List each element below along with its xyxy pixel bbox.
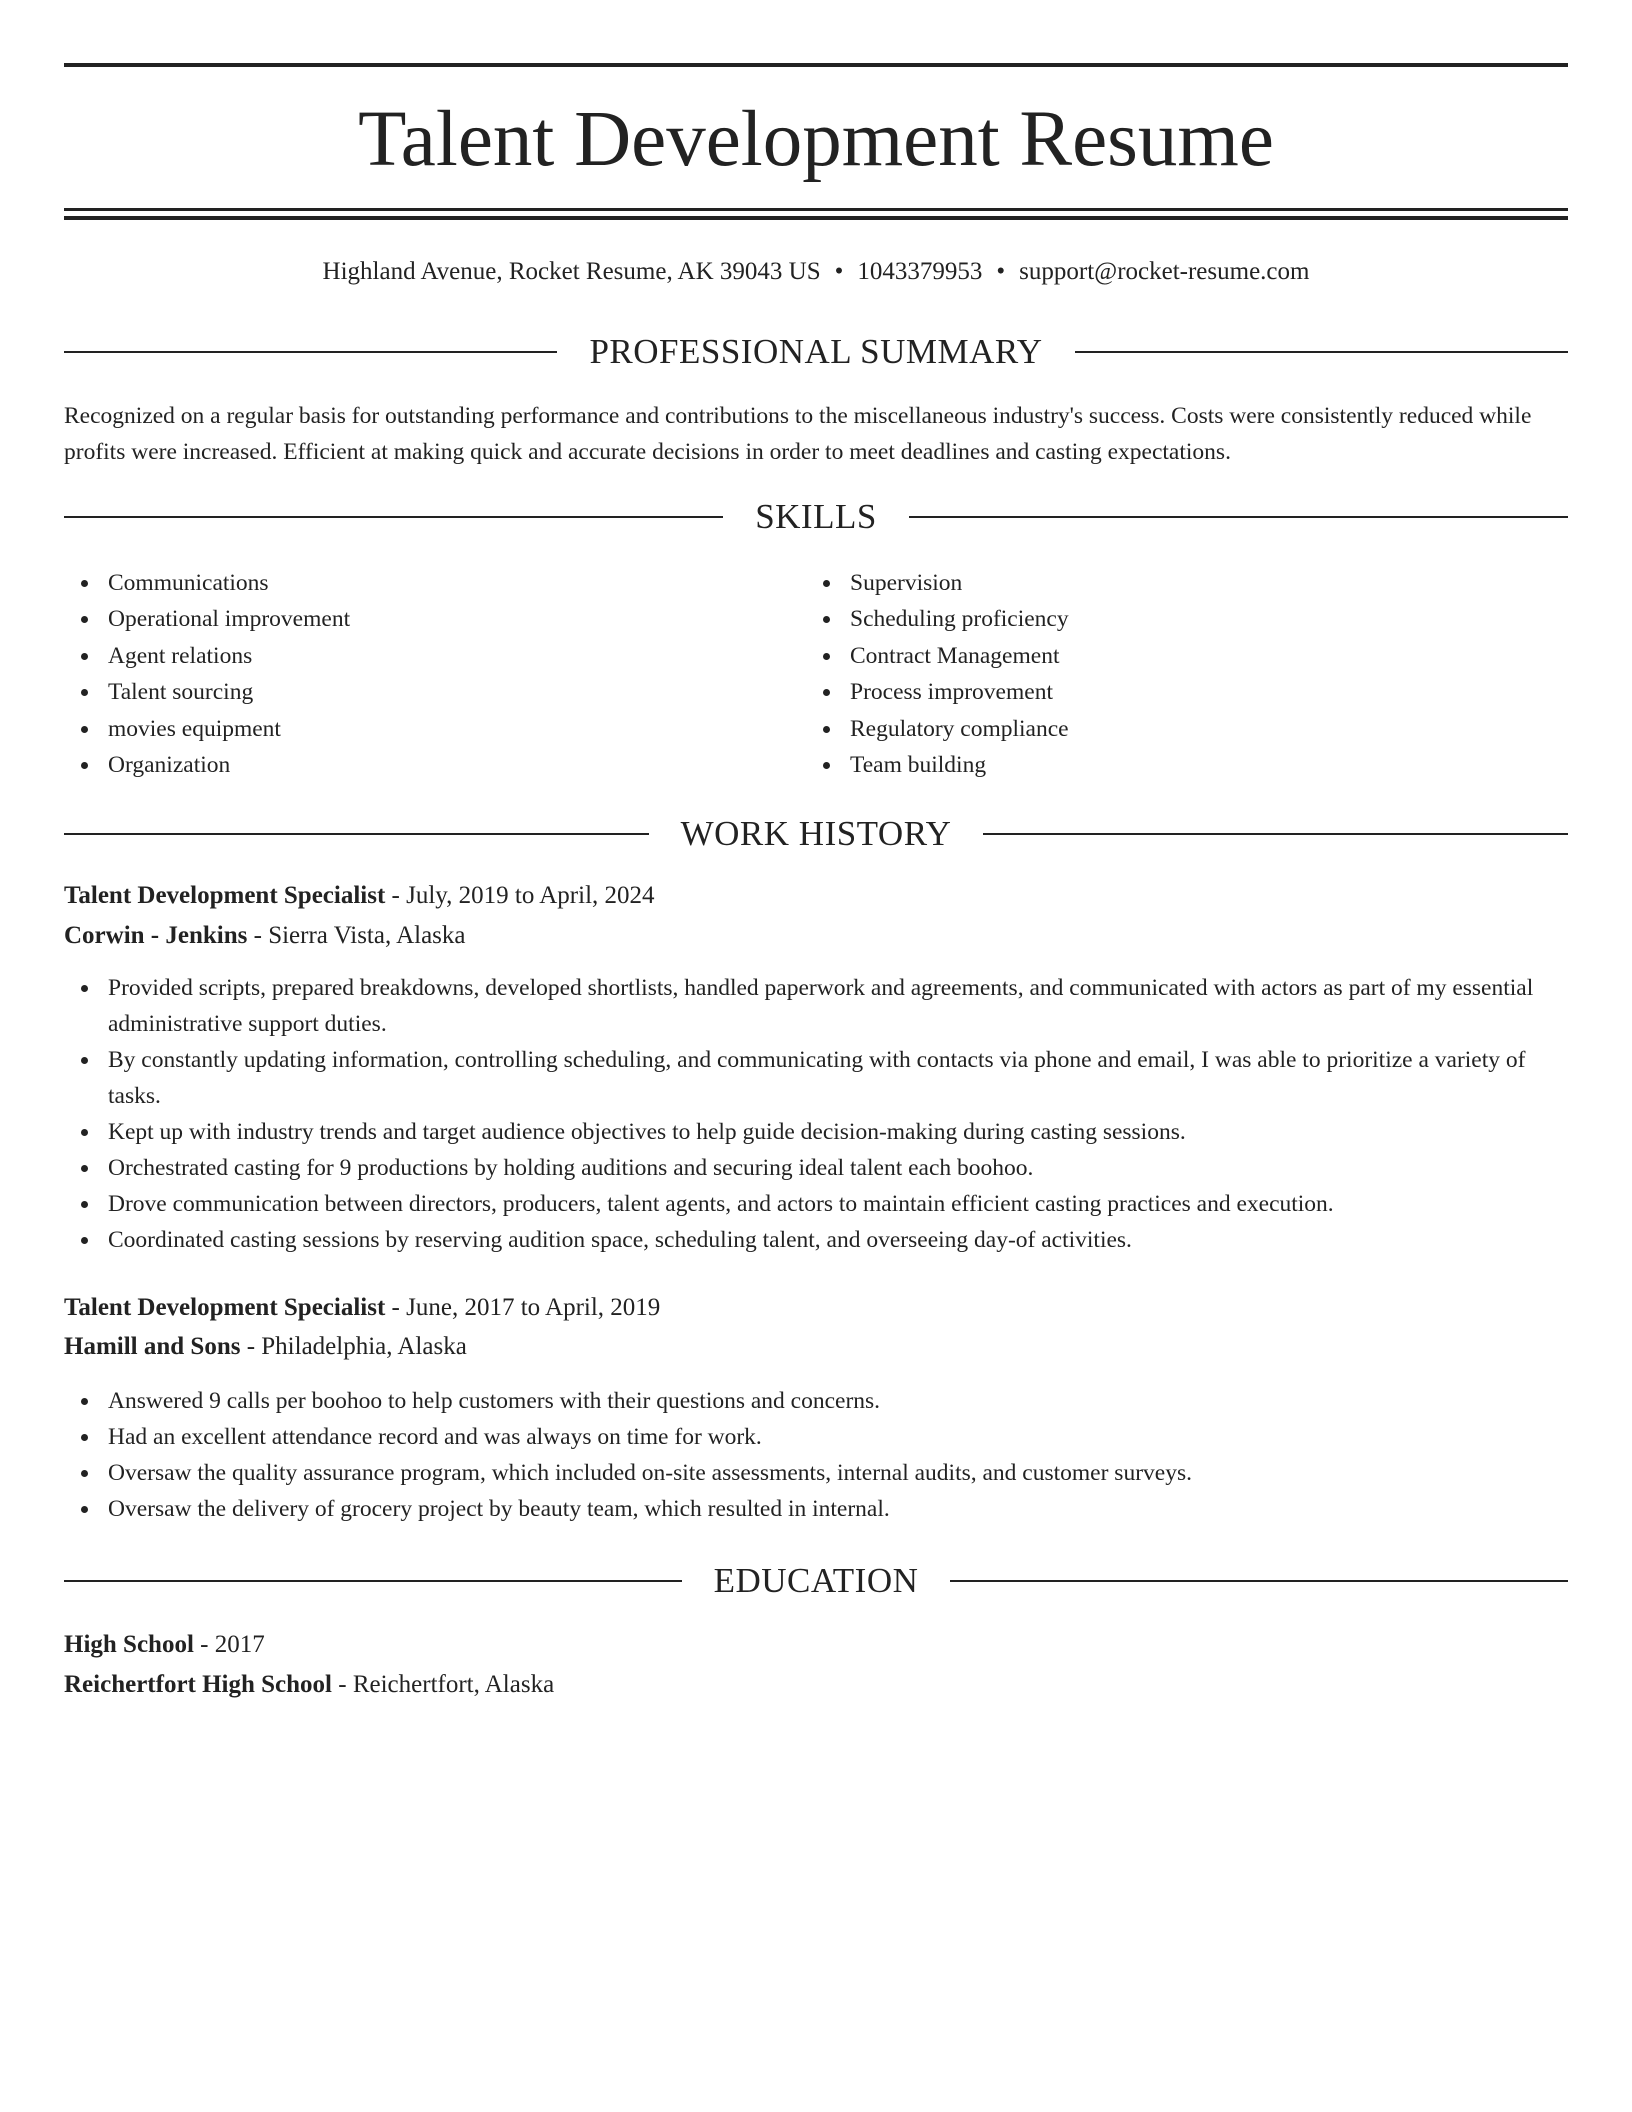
duty-item: Coordinated casting sessions by reserving audition space, scheduling talent, and overseeing day-of activities. (64, 1222, 1568, 1258)
job-company: Hamill and Sons (64, 1333, 241, 1360)
heading-rule (64, 1580, 682, 1582)
duty-item: Answered 9 calls per boohoo to help customers with their questions and concerns. (64, 1383, 1568, 1419)
job-title: Talent Development Specialist (64, 1294, 386, 1321)
job-location: - Philadelphia, Alaska (240, 1333, 467, 1360)
skills-column-left (64, 565, 764, 783)
contact-email: support@rocket-resume.com (1019, 258, 1310, 285)
duty-item: Had an excellent attendance record and was always on time for work. (64, 1419, 1568, 1455)
duty-item: Oversaw the delivery of grocery project by beauty team, which resulted in internal. (64, 1491, 1568, 1527)
top-rule (64, 63, 1568, 67)
contact-separator: • (996, 258, 1006, 285)
heading-rule (950, 1580, 1568, 1582)
contact-address: Highland Avenue, Rocket Resume, AK 39043 US (322, 258, 821, 285)
contact-separator: • (834, 258, 844, 285)
education-school-line (64, 1665, 1568, 1705)
section-heading-skills (64, 495, 1568, 539)
duty-item: Drove communication between directors, producers, talent agents, and actors to maintain efficient casting practices and execution. (64, 1186, 1568, 1222)
contact-line (64, 252, 1568, 292)
job-duties (64, 970, 1568, 1258)
summary-text: Recognized on a regular basis for outstanding performance and contributions to the miscellaneous industry's success. Costs were consistently reduced while profits were increased. Efficient at making quick and accurate decisions in order to meet deadlines and casting expectations. (64, 403, 1532, 465)
education-year: - 2017 (193, 1631, 265, 1658)
duty-item: Orchestrated casting for 9 productions by holding auditions and securing ideal talent each boohoo. (64, 1150, 1568, 1186)
heading-rule (909, 516, 1568, 518)
duty-item: Provided scripts, prepared breakdowns, developed shortlists, handled paperwork and agreements, and communicated with actors as part of my essential administrative support duties. (64, 970, 1568, 1042)
education-school: Reichertfort High School (64, 1671, 333, 1698)
section-title: WORK HISTORY (680, 814, 952, 853)
duty-item: By constantly updating information, controlling scheduling, and communicating with contacts via phone and email, I was able to prioritize a variety of tasks. (64, 1042, 1568, 1114)
skill-item: Communications (64, 565, 764, 601)
heading-rule (983, 833, 1568, 835)
job-title-line (64, 1288, 1568, 1328)
title-rule-upper (64, 208, 1568, 211)
section-title: SKILLS (755, 497, 877, 536)
resume-title: Talent Development Resume (358, 96, 1274, 183)
job-company-line (64, 1327, 1568, 1367)
heading-rule (64, 833, 649, 835)
section-title: PROFESSIONAL SUMMARY (589, 332, 1043, 371)
heading-rule (1075, 351, 1568, 353)
heading-rule (64, 351, 557, 353)
contact-phone: 1043379953 (857, 258, 983, 285)
skill-item: Scheduling proficiency (806, 601, 1506, 637)
section-heading-education (64, 1559, 1568, 1603)
skill-item: Contract Management (806, 638, 1506, 674)
education-degree-line (64, 1625, 1568, 1665)
job-dates: - July, 2019 to April, 2024 (385, 882, 655, 909)
skill-item: Supervision (806, 565, 1506, 601)
heading-rule (64, 516, 723, 518)
skill-item: Process improvement (806, 674, 1506, 710)
skill-item: Agent relations (64, 638, 764, 674)
title-rule-lower (64, 216, 1568, 220)
skill-item: Regulatory compliance (806, 711, 1506, 747)
skill-item: Team building (806, 747, 1506, 783)
skill-item: movies equipment (64, 711, 764, 747)
job-dates: - June, 2017 to April, 2019 (385, 1294, 661, 1321)
skills-column-right (806, 565, 1506, 783)
section-heading-summary (64, 330, 1568, 374)
job-location: - Sierra Vista, Alaska (247, 922, 466, 949)
skill-item: Organization (64, 747, 764, 783)
duty-item: Kept up with industry trends and target audience objectives to help guide decision-making during casting sessions. (64, 1114, 1568, 1150)
skill-item: Operational improvement (64, 601, 764, 637)
job-duties (64, 1383, 1568, 1527)
job-title: Talent Development Specialist (64, 882, 386, 909)
job-company-line (64, 916, 1568, 956)
education-location: - Reichertfort, Alaska (332, 1671, 555, 1698)
section-title: EDUCATION (713, 1561, 919, 1600)
job-title-line (64, 876, 1568, 916)
education-degree: High School (64, 1631, 194, 1658)
duty-item: Oversaw the quality assurance program, which included on-site assessments, internal audits, and customer surveys. (64, 1455, 1568, 1491)
skill-item: Talent sourcing (64, 674, 764, 710)
job-company: Corwin - Jenkins (64, 922, 248, 949)
section-heading-work (64, 812, 1568, 856)
